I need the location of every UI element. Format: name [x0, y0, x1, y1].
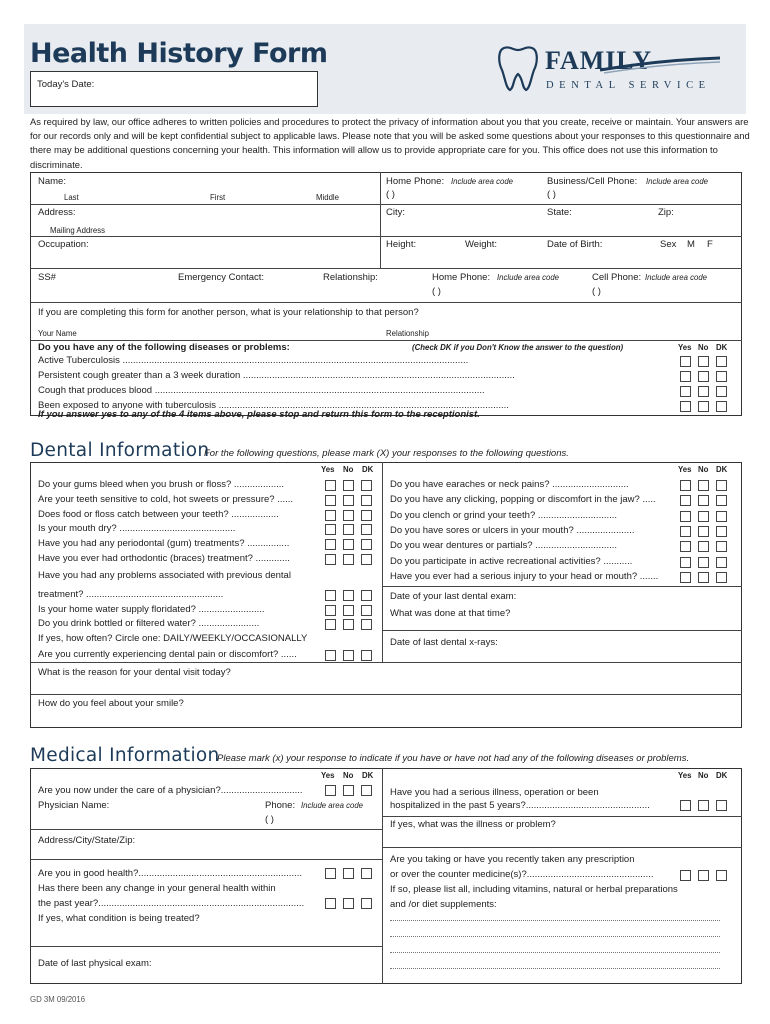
- dental-right-question: Do you wear dentures or partials? ...............................: [390, 540, 618, 552]
- dental-left-question: Do you drink bottled or filtered water? .......................: [38, 618, 260, 629]
- tb-item-2-dk-checkbox[interactable]: [716, 371, 727, 382]
- dental-left-question: Does food or floss catch between your teeth? ..................: [38, 509, 279, 520]
- physician-phone-hint: Include area code: [301, 801, 363, 810]
- medical-left-yes-header: Yes: [321, 771, 335, 780]
- dental-right-no-header: No: [698, 465, 709, 474]
- medical-left-no-header: No: [343, 771, 354, 780]
- serious-illness-yes-checkbox[interactable]: [680, 800, 691, 811]
- dental-right-question: Do you have any clicking, popping or discomfort in the jaw? .....: [390, 494, 656, 506]
- logo-subtitle: DENTAL SERVICE: [546, 80, 711, 91]
- tb-item-3-no-checkbox[interactable]: [698, 386, 709, 397]
- dental-left-10-dk-checkbox[interactable]: [361, 619, 372, 630]
- dental-right-4-yes-checkbox[interactable]: [680, 526, 691, 537]
- dental-left-8-yes-checkbox[interactable]: [325, 590, 336, 601]
- dental-left-1-no-checkbox[interactable]: [343, 480, 354, 491]
- occupation-label: Occupation:: [38, 239, 89, 250]
- serious-illness-dk-checkbox[interactable]: [716, 800, 727, 811]
- tb-warning: If you answer yes to any of the 4 items above, please stop and return this form to the receptionist.: [38, 409, 480, 420]
- condition-treated-label: If yes, what condition is being treated?: [38, 913, 200, 924]
- ec-home-phone-hint: Include area code: [497, 273, 559, 282]
- todays-date-label: Today's Date:: [37, 79, 95, 90]
- tb-no-header: No: [698, 343, 709, 352]
- dental-left-question: treatment? ....................................................: [38, 589, 224, 600]
- dental-right-4-dk-checkbox[interactable]: [716, 526, 727, 537]
- last-name-label: Last: [64, 193, 79, 202]
- todays-date-field[interactable]: [30, 71, 318, 107]
- dental-right-3-dk-checkbox[interactable]: [716, 511, 727, 522]
- name-label: Name:: [38, 176, 66, 187]
- tb-question: Do you have any of the following diseases or problems:: [38, 342, 290, 353]
- physician-address-label: Address/City/State/Zip:: [38, 835, 136, 846]
- smile-feeling-label: How do you feel about your smile?: [38, 698, 184, 709]
- tb-item: Active Tuberculosis ...................................................................................................................................: [38, 355, 469, 366]
- dental-left-3-dk-checkbox[interactable]: [361, 510, 372, 521]
- dental-right-5-dk-checkbox[interactable]: [716, 541, 727, 552]
- state-label: State:: [547, 207, 572, 218]
- health-change-dk-checkbox[interactable]: [361, 898, 372, 909]
- rx-question-4: and /or diet supplements:: [390, 899, 497, 910]
- good-health-yes-checkbox[interactable]: [325, 868, 336, 879]
- dental-right-2-yes-checkbox[interactable]: [680, 495, 691, 506]
- physician-care-dk-checkbox[interactable]: [361, 785, 372, 796]
- city-label: City:: [386, 207, 405, 218]
- ec-home-phone-label: Home Phone:: [432, 272, 491, 283]
- dental-left-yes-header: Yes: [321, 465, 335, 474]
- dental-left-question: Is your mouth dry? ............................................: [38, 523, 236, 534]
- dental-right-1-yes-checkbox[interactable]: [680, 480, 691, 491]
- rx-question-1: Are you taking or have you recently taken any prescription: [390, 854, 635, 865]
- medical-right-dk-header: DK: [716, 771, 728, 780]
- dental-right-3-yes-checkbox[interactable]: [680, 511, 691, 522]
- tb-item: Been exposed to anyone with tuberculosis ..............................................................................................................: [38, 400, 509, 411]
- sex-f-option[interactable]: F: [707, 239, 713, 250]
- relationship-label: Relationship:: [323, 272, 378, 283]
- dental-left-12-no-checkbox[interactable]: [343, 650, 354, 661]
- tb-item: Persistent cough greater than a 3 week duration .......................................................................................................: [38, 370, 515, 381]
- sex-m-option[interactable]: M: [687, 239, 695, 250]
- home-phone-hint: Include area code: [451, 177, 513, 186]
- privacy-notice: As required by law, our office adheres to written policies and procedures to protect the privacy of information about you that you create, receive or maintain. Your answers are for our records only and will be kept confidential subject to applicable laws. Please note that you will be asked some questions about your responses to this questionnaire and there may be additional questions concerning your health. This information will allow us to provide appropriate care for you. This office does not use this information to discriminate.: [30, 116, 750, 170]
- good-health-question: Are you in good health?..............................................................: [38, 868, 303, 879]
- medical-section-title: Medical Information: [30, 745, 220, 766]
- dental-section-title: Dental Information: [30, 440, 210, 461]
- dob-label: Date of Birth:: [547, 239, 603, 250]
- relationship-small-label: Relationship: [386, 329, 429, 338]
- physician-phone-parens: ( ): [265, 814, 274, 825]
- illness-question-2: hospitalized in the past 5 years?...............................................: [390, 800, 650, 811]
- emergency-contact-label: Emergency Contact:: [178, 272, 265, 283]
- tb-item-1-yes-checkbox[interactable]: [680, 356, 691, 367]
- ec-cell-phone-label: Cell Phone:: [592, 272, 642, 283]
- what-done-label: What was done at that time?: [390, 608, 511, 619]
- ss-label: SS#: [38, 272, 56, 283]
- page-title: Health History Form: [30, 38, 328, 69]
- last-xrays-label: Date of last dental x-rays:: [390, 637, 498, 648]
- medical-right-yes-header: Yes: [678, 771, 692, 780]
- tb-item-2-yes-checkbox[interactable]: [680, 371, 691, 382]
- tb-item-1-dk-checkbox[interactable]: [716, 356, 727, 367]
- physician-care-no-checkbox[interactable]: [343, 785, 354, 796]
- dental-left-12-yes-checkbox[interactable]: [325, 650, 336, 661]
- ec-cell-phone-parens: ( ): [592, 286, 601, 297]
- tb-item-4-no-checkbox[interactable]: [698, 401, 709, 412]
- dental-left-8-dk-checkbox[interactable]: [361, 590, 372, 601]
- prescription-yes-checkbox[interactable]: [680, 870, 691, 881]
- dental-left-1-yes-checkbox[interactable]: [325, 480, 336, 491]
- last-dental-exam-label: Date of your last dental exam:: [390, 591, 517, 602]
- dental-right-1-no-checkbox[interactable]: [698, 480, 709, 491]
- tb-item-2-no-checkbox[interactable]: [698, 371, 709, 382]
- dental-right-7-dk-checkbox[interactable]: [716, 572, 727, 583]
- good-health-dk-checkbox[interactable]: [361, 868, 372, 879]
- dental-right-1-dk-checkbox[interactable]: [716, 480, 727, 491]
- dental-right-dk-header: DK: [716, 465, 728, 474]
- serious-illness-no-checkbox[interactable]: [698, 800, 709, 811]
- illness-what-label: If yes, what was the illness or problem?: [390, 819, 556, 830]
- good-health-no-checkbox[interactable]: [343, 868, 354, 879]
- ec-home-phone-parens: ( ): [432, 286, 441, 297]
- physician-care-yes-checkbox[interactable]: [325, 785, 336, 796]
- dental-right-2-dk-checkbox[interactable]: [716, 495, 727, 506]
- dental-left-2-yes-checkbox[interactable]: [325, 495, 336, 506]
- dental-left-question: Are your teeth sensitive to cold, hot sweets or pressure? ......: [38, 494, 294, 505]
- physician-name-label: Physician Name:: [38, 800, 110, 811]
- medical-left-dk-header: DK: [362, 771, 374, 780]
- dental-left-5-dk-checkbox[interactable]: [361, 539, 372, 550]
- tb-dk-header: DK: [716, 343, 728, 352]
- dental-left-9-dk-checkbox[interactable]: [361, 605, 372, 616]
- dental-left-question: Do your gums bleed when you brush or floss? ...................: [38, 479, 285, 490]
- form-code-footer: GD 3M 09/2016: [30, 995, 86, 1004]
- dental-left-3-yes-checkbox[interactable]: [325, 510, 336, 521]
- dental-left-5-yes-checkbox[interactable]: [325, 539, 336, 550]
- tb-item: Cough that produces blood .............................................................................................................................: [38, 385, 485, 396]
- dental-right-question: Have you ever had a serious injury to your head or mouth? .......: [390, 570, 659, 582]
- rx-write-line[interactable]: [390, 920, 720, 921]
- dental-left-question: Is your home water supply floridated? .........................: [38, 604, 265, 615]
- illness-question-1: Have you had a serious illness, operation or been: [390, 787, 599, 798]
- dental-right-5-no-checkbox[interactable]: [698, 541, 709, 552]
- dental-left-6-no-checkbox[interactable]: [343, 554, 354, 565]
- dental-right-6-yes-checkbox[interactable]: [680, 557, 691, 568]
- dental-left-4-dk-checkbox[interactable]: [361, 524, 372, 535]
- dental-right-6-no-checkbox[interactable]: [698, 557, 709, 568]
- ec-cell-phone-hint: Include area code: [645, 273, 707, 282]
- dental-left-9-yes-checkbox[interactable]: [325, 605, 336, 616]
- logo-family: FAMILY: [545, 46, 653, 75]
- dental-left-9-no-checkbox[interactable]: [343, 605, 354, 616]
- zip-label: Zip:: [658, 207, 674, 218]
- rx-write-line[interactable]: [390, 952, 720, 953]
- dental-left-10-yes-checkbox[interactable]: [325, 619, 336, 630]
- address-label: Address:: [38, 207, 76, 218]
- dental-left-question: Have you ever had orthodontic (braces) treatment? .............: [38, 553, 290, 564]
- dental-right-5-yes-checkbox[interactable]: [680, 541, 691, 552]
- business-phone-label: Business/Cell Phone:: [547, 176, 638, 187]
- prescription-dk-checkbox[interactable]: [716, 870, 727, 881]
- dental-right-7-yes-checkbox[interactable]: [680, 572, 691, 583]
- tb-item-4-yes-checkbox[interactable]: [680, 401, 691, 412]
- dental-left-1-dk-checkbox[interactable]: [361, 480, 372, 491]
- rx-question-2: or over the counter medicine(s)?................................................: [390, 869, 654, 880]
- dental-left-question: Have you had any problems associated with previous dental: [38, 570, 291, 581]
- dental-right-question: Do you clench or grind your teeth? ..............................: [390, 509, 618, 521]
- check-dk-note: (Check DK if you Don't Know the answer to the question): [412, 343, 624, 352]
- tooth-logo-icon: [496, 42, 542, 94]
- dental-right-3-no-checkbox[interactable]: [698, 511, 709, 522]
- dental-right-question: Do you have earaches or neck pains? .............................: [390, 479, 629, 490]
- dental-instructions: For the following questions, please mark (X) your responses to the following questions.: [204, 448, 569, 459]
- dental-left-4-yes-checkbox[interactable]: [325, 524, 336, 535]
- dental-right-2-no-checkbox[interactable]: [698, 495, 709, 506]
- another-person-question: If you are completing this form for another person, what is your relationship to that person?: [38, 307, 419, 318]
- business-phone-parens: ( ): [547, 189, 556, 200]
- home-phone-label: Home Phone:: [386, 176, 445, 187]
- logo-swoosh-icon: [600, 56, 720, 74]
- health-change-question-2: the past year?..............................................................................: [38, 898, 305, 909]
- dental-left-2-no-checkbox[interactable]: [343, 495, 354, 506]
- dental-left-8-no-checkbox[interactable]: [343, 590, 354, 601]
- dental-right-question: Do you have sores or ulcers in your mouth? ......................: [390, 524, 635, 536]
- dental-left-question: Are you currently experiencing dental pain or discomfort? ......: [38, 649, 297, 660]
- visit-reason-label: What is the reason for your dental visit today?: [38, 667, 231, 678]
- tb-yes-header: Yes: [678, 343, 692, 352]
- dental-left-12-dk-checkbox[interactable]: [361, 650, 372, 661]
- dental-left-5-no-checkbox[interactable]: [343, 539, 354, 550]
- dental-left-10-no-checkbox[interactable]: [343, 619, 354, 630]
- dental-right-question: Do you participate in active recreational activities? ...........: [390, 555, 633, 567]
- prescription-no-checkbox[interactable]: [698, 870, 709, 881]
- sex-label: Sex: [660, 239, 677, 250]
- dental-left-question: Have you had any periodontal (gum) treatments? ................: [38, 538, 290, 549]
- mailing-address-label: Mailing Address: [50, 226, 106, 235]
- physician-care-question: Are you now under the care of a physician?...............................: [38, 785, 303, 796]
- rx-write-line[interactable]: [390, 936, 720, 937]
- dental-left-2-dk-checkbox[interactable]: [361, 495, 372, 506]
- dental-left-6-dk-checkbox[interactable]: [361, 554, 372, 565]
- height-label: Height:: [386, 239, 417, 250]
- dental-left-4-no-checkbox[interactable]: [343, 524, 354, 535]
- medical-instructions: Please mark (x) your response to indicate if you have or have not had any of the following diseases or problems.: [217, 753, 690, 764]
- health-change-no-checkbox[interactable]: [343, 898, 354, 909]
- middle-name-label: Middle: [316, 193, 339, 202]
- dental-right-yes-header: Yes: [678, 465, 692, 474]
- dental-left-no-header: No: [343, 465, 354, 474]
- business-phone-hint: Include area code: [646, 177, 708, 186]
- dental-left-question: If yes, how often? Circle one: DAILY/WEEKLY/OCCASIONALLY: [38, 633, 308, 644]
- dental-left-6-yes-checkbox[interactable]: [325, 554, 336, 565]
- medical-right-no-header: No: [698, 771, 709, 780]
- dental-left-3-no-checkbox[interactable]: [343, 510, 354, 521]
- tb-item-3-yes-checkbox[interactable]: [680, 386, 691, 397]
- physical-exam-label: Date of last physical exam:: [38, 958, 152, 969]
- health-change-question-1: Has there been any change in your general health within: [38, 883, 276, 894]
- your-name-label: Your Name: [38, 329, 77, 338]
- weight-label: Weight:: [465, 239, 498, 250]
- first-name-label: First: [210, 193, 226, 202]
- rx-question-3: If so, please list all, including vitamins, natural or herbal preparations: [390, 884, 678, 895]
- tb-item-1-no-checkbox[interactable]: [698, 356, 709, 367]
- health-change-yes-checkbox[interactable]: [325, 898, 336, 909]
- dental-left-dk-header: DK: [362, 465, 374, 474]
- dental-right-7-no-checkbox[interactable]: [698, 572, 709, 583]
- tb-item-3-dk-checkbox[interactable]: [716, 386, 727, 397]
- dental-right-6-dk-checkbox[interactable]: [716, 557, 727, 568]
- home-phone-parens: ( ): [386, 189, 395, 200]
- tb-item-4-dk-checkbox[interactable]: [716, 401, 727, 412]
- physician-phone-label: Phone:: [265, 800, 296, 811]
- dental-right-4-no-checkbox[interactable]: [698, 526, 709, 537]
- rx-write-line[interactable]: [390, 968, 720, 969]
